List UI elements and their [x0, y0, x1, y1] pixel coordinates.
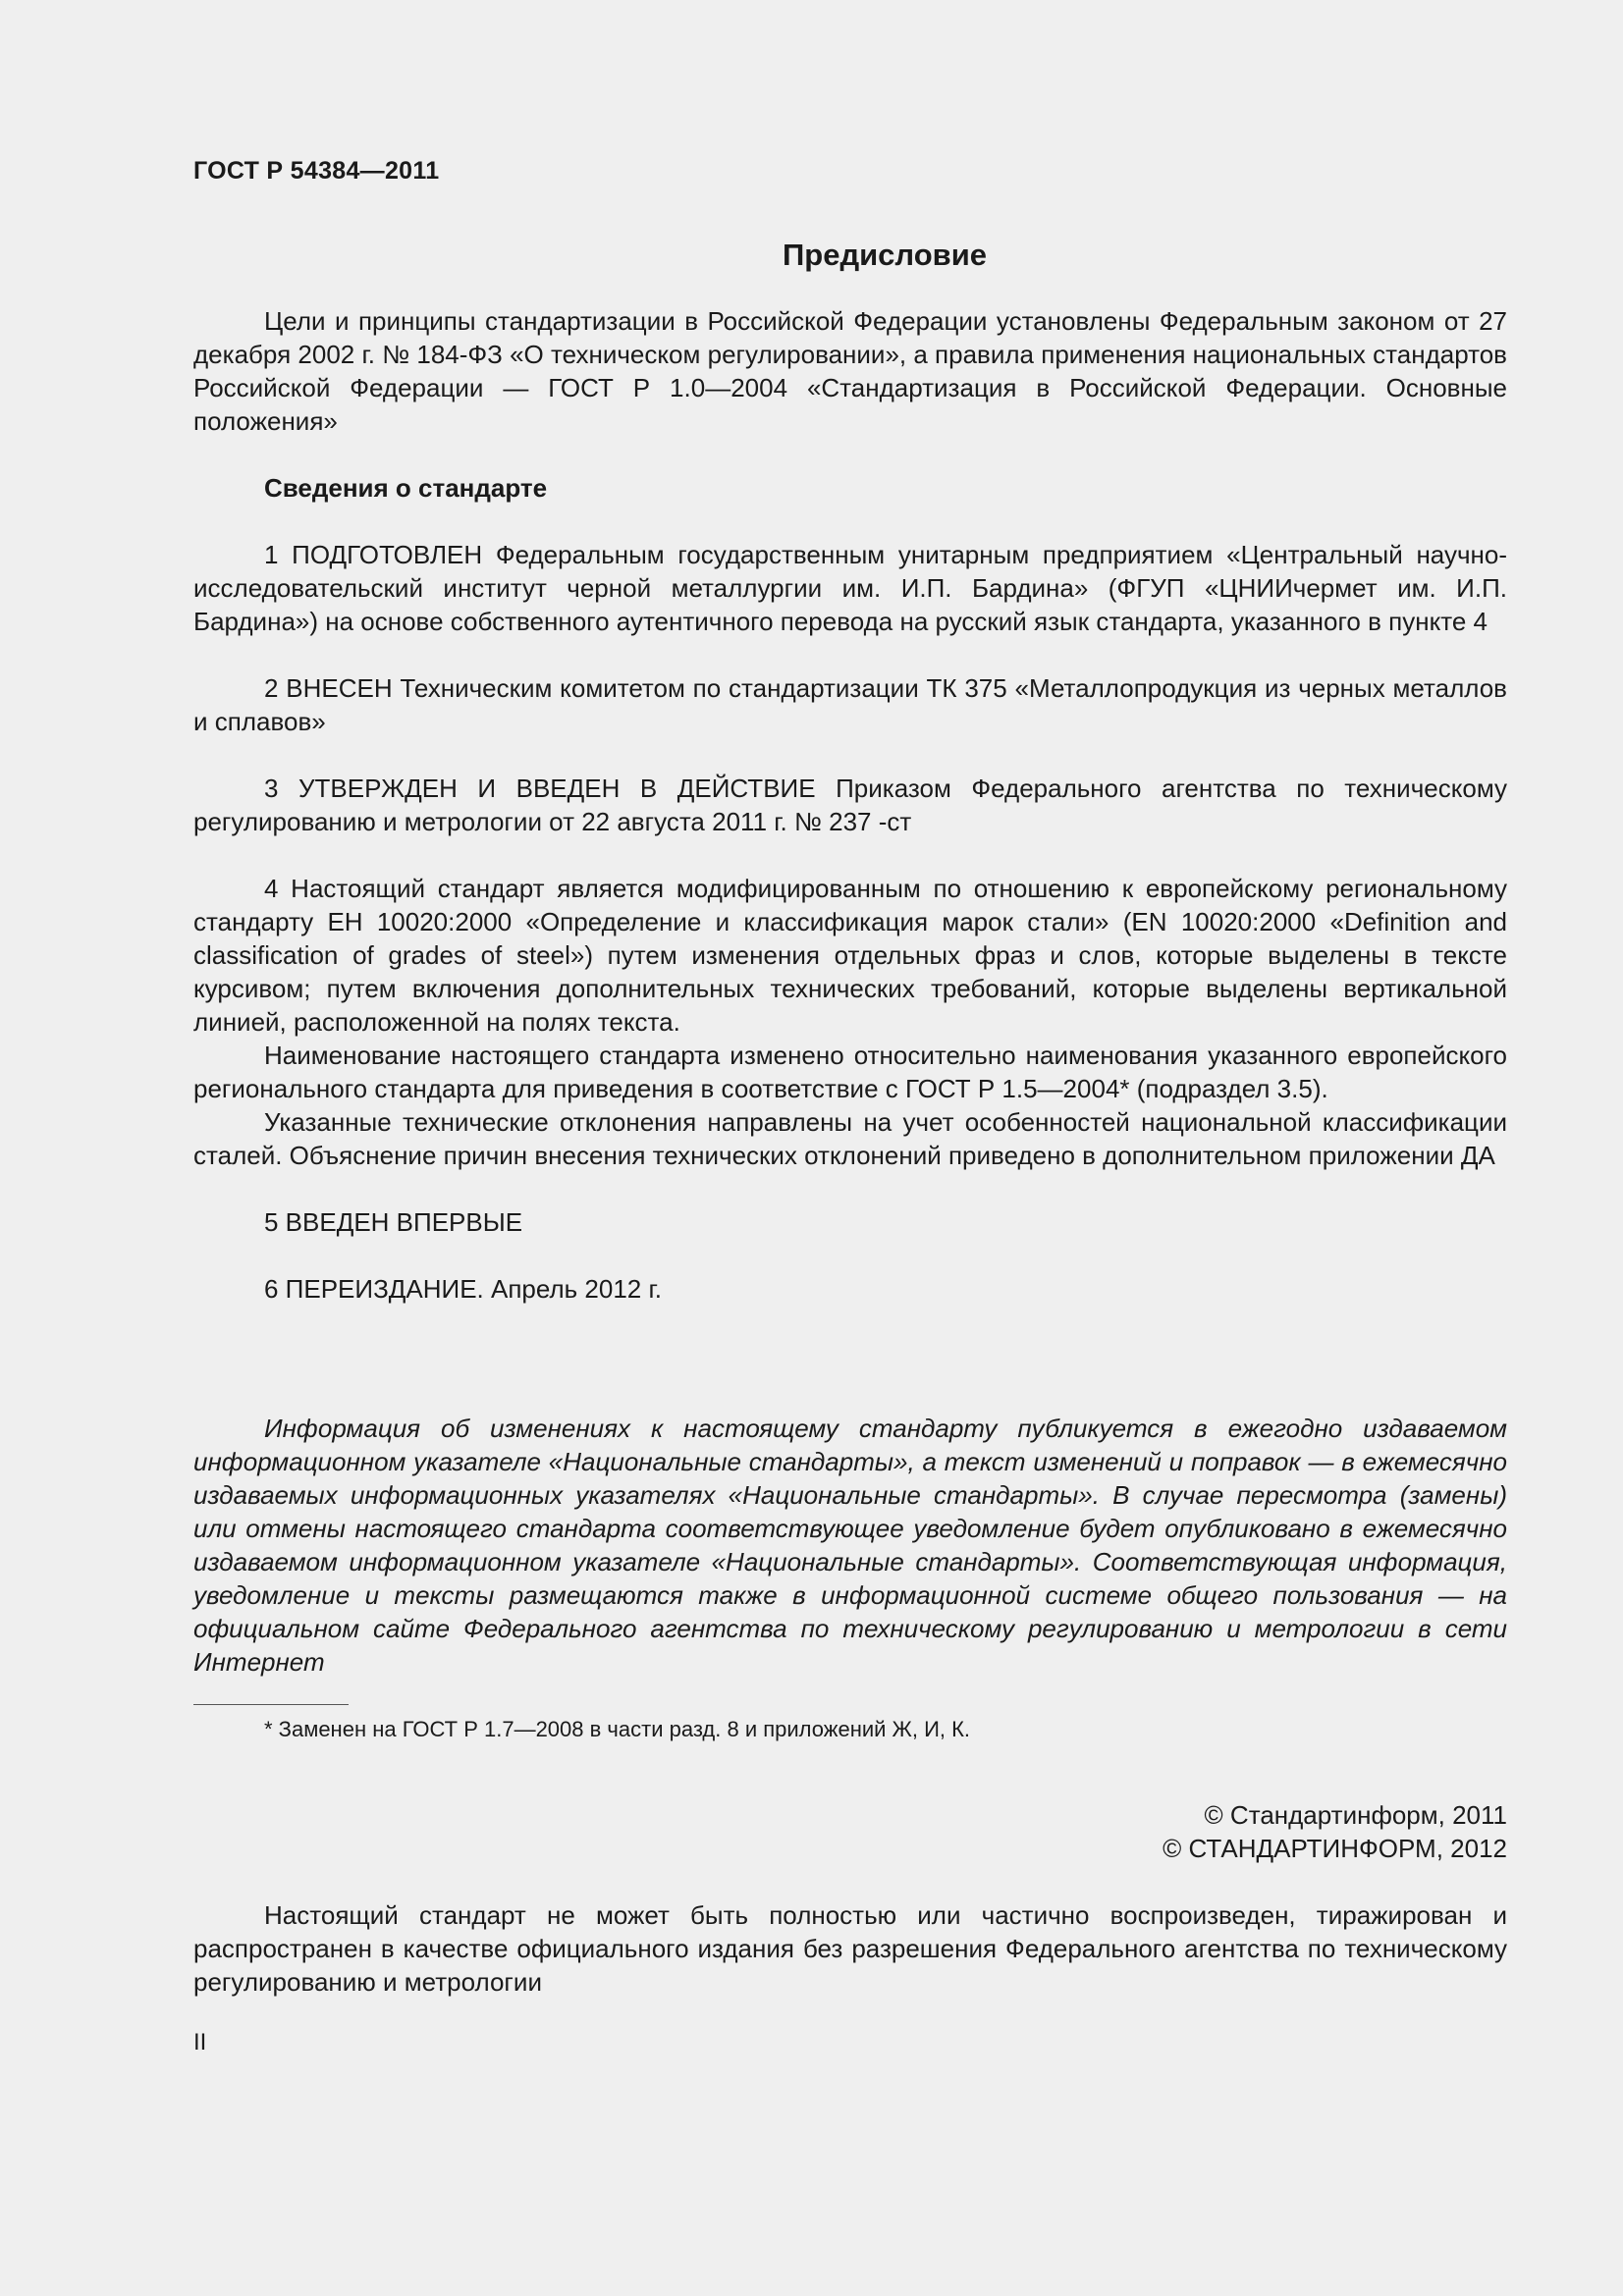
item-5: 5 ВВЕДЕН ВПЕРВЫЕ — [264, 1207, 523, 1237]
footnote: * Заменен на ГОСТ Р 1.7—2008 в части разд. 8 и приложений Ж, И, К. — [264, 1717, 971, 1741]
item-4-paragraph-3: Указанные технические отклонения направлены на учет особенностей национальной классификации сталей. Объяснение причин внесения технических отклонений приведено в дополнительном приложении ДА — [193, 1107, 1507, 1170]
copyright-block — [193, 1798, 1507, 1865]
item-1: 1 ПОДГОТОВЛЕН Федеральным государственным унитарным предприятием «Центральный научно-исследовательский институт черной металлургии им. И.П. Бардина» (ФГУП «ЦНИИчермет им. И.П. Бардина») на основе собственного аутентичного перевода на русский язык стандарта, указанного в пункте 4 — [193, 540, 1507, 636]
item-6: 6 ПЕРЕИЗДАНИЕ. Апрель 2012 г. — [264, 1274, 663, 1304]
copyright-line-2: © СТАНДАРТИНФОРМ, 2012 — [1163, 1834, 1507, 1863]
item-3: 3 УТВЕРЖДЕН И ВВЕДЕН В ДЕЙСТВИЕ Приказом Федерального агентства по техническому регулированию и метрологии от 22 августа 2011 г. № 237 -ст — [193, 774, 1507, 836]
info-notice: Информация об изменениях к настоящему стандарту публикуется в ежегодно издаваемом информационном указателе «Национальные стандарты», а текст изменений и поправок — в ежемесячно издаваемых информационных указателях «Национальные стандарты». В случае пересмотра (замены) или отмены настоящего стандарта соответствующее уведомление будет опубликовано в ежемесячно издаваемом информационном указателе «Национальные стандарты». Соответствующая информация, уведомление и тексты размещаются также в информационной системе общего пользования — на официальном сайте Федерального агентства по техническому регулированию и метрологии в сети Интернет — [193, 1414, 1507, 1677]
item-4-paragraph-2: Наименование настоящего стандарта изменено относительно наименования указанного европейского регионального стандарта для приведения в соответствие с ГОСТ Р 1.5—2004* (подраздел 3.5). — [193, 1041, 1507, 1103]
document-id-header: ГОСТ Р 54384—2011 — [193, 157, 440, 185]
page-content — [193, 157, 1507, 2059]
footnote-divider — [193, 1704, 349, 1705]
copyright-line-1: © Стандартинформ, 2011 — [1204, 1800, 1507, 1830]
item-4: 4 Настоящий стандарт является модифицированным по отношению к европейскому региональному стандарту ЕН 10020:2000 «Определение и классификация марок стали» (EN 10020:2000 «Definition and classification of grades of steel») путем изменения отдельных фраз и слов, которые выделены в тексте курсивом; путем включения дополнительных технических требований, которые выделены вертикальной линией, расположенной на полях текста. — [193, 874, 1507, 1037]
page-title: Предисловие — [782, 238, 987, 272]
section-heading: Сведения о стандарте — [264, 473, 548, 503]
reproduction-notice: Настоящий стандарт не может быть полностью или частично воспроизведен, тиражирован и распространен в качестве официального издания без разрешения Федерального агентства по техническому регулированию и метрологии — [193, 1900, 1507, 1997]
item-2: 2 ВНЕСЕН Техническим комитетом по стандартизации ТК 375 «Металлопродукция из черных металлов и сплавов» — [193, 673, 1507, 736]
intro-paragraph: Цели и принципы стандартизации в Российской Федерации установлены Федеральным законом от 27 декабря 2002 г. № 184-ФЗ «О техническом регулировании», а правила применения национальных стандартов Российской Федерации — ГОСТ Р 1.0—2004 «Стандартизация в Российской Федерации. Основные положения» — [193, 306, 1507, 436]
page-number: II — [193, 2029, 207, 2056]
